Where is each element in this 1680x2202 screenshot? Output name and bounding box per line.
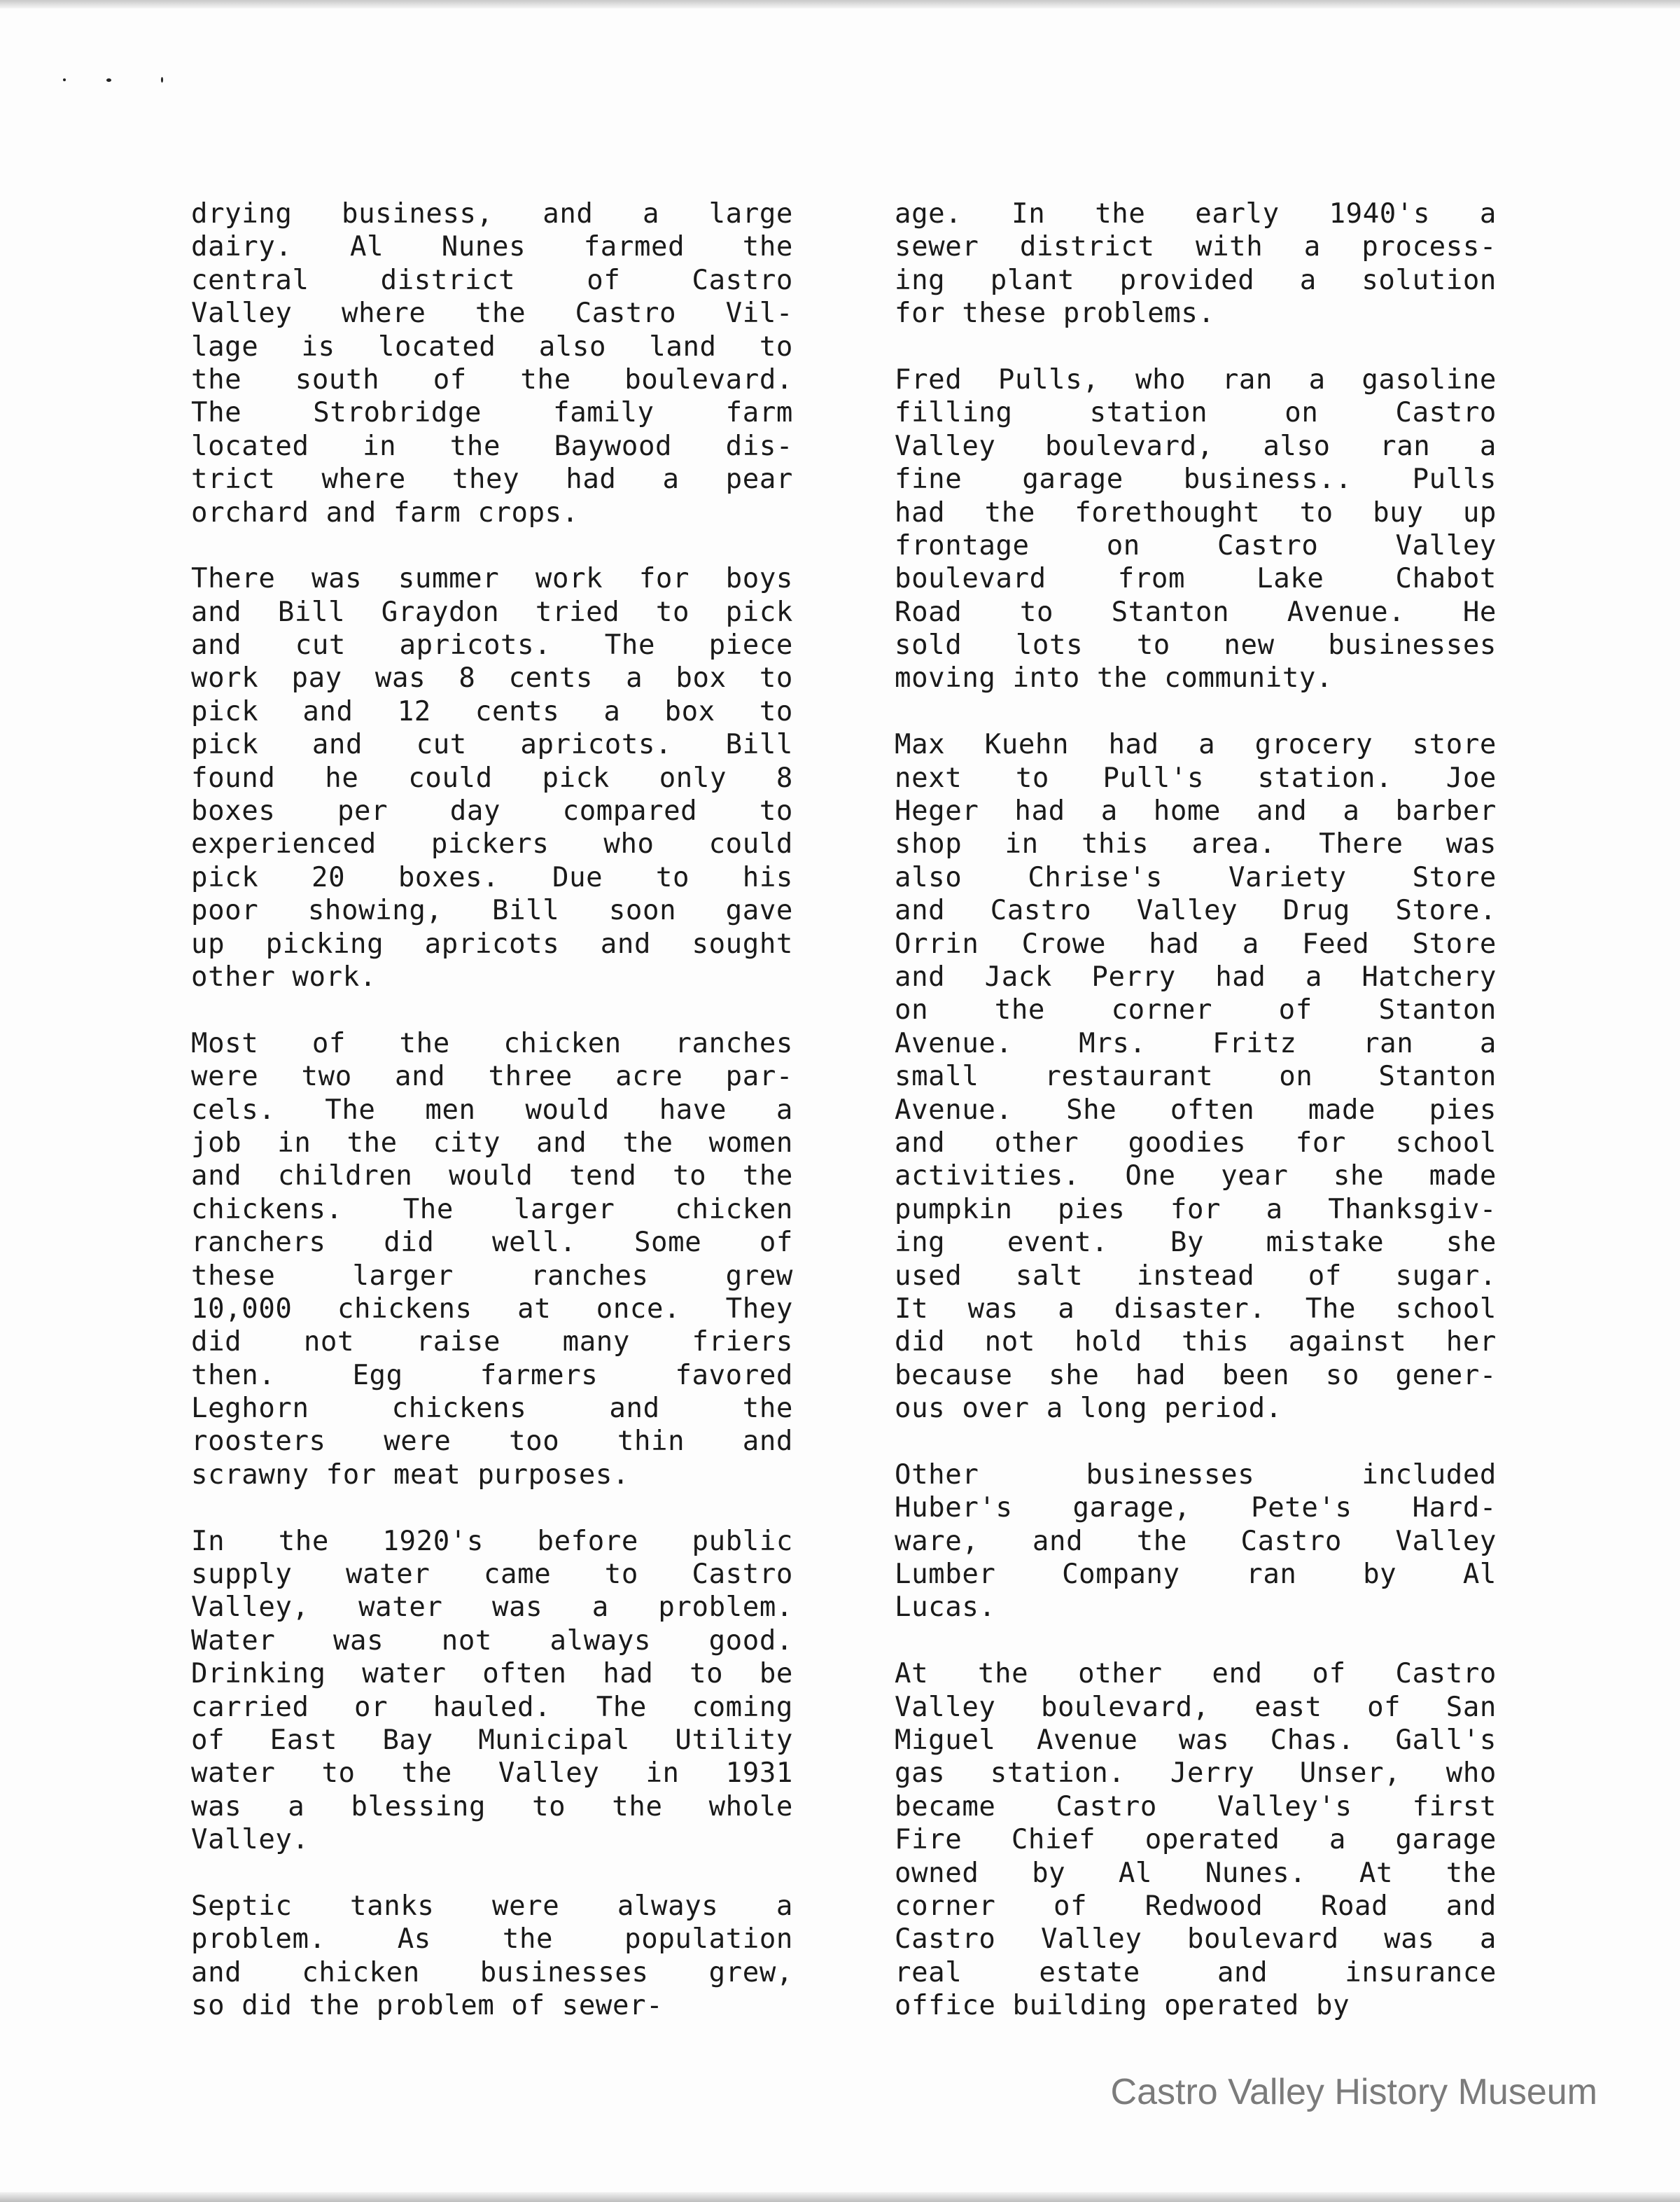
text-line: scrawny for meat purposes. — [191, 1458, 630, 1491]
text-line: next to Pull's station. Joe — [895, 762, 1497, 794]
text-line: did not hold this against her — [895, 1326, 1497, 1358]
left-column — [191, 197, 793, 2022]
text-line: and other goodies for school — [895, 1127, 1497, 1159]
text-line: Avenue. Mrs. Fritz ran a — [895, 1027, 1497, 1059]
text-line: roosters were too thin and — [191, 1426, 793, 1458]
text-line: had the forethought to buy up — [895, 496, 1497, 529]
text-line: small restaurant on Stanton — [895, 1061, 1497, 1093]
text-line: found he could pick only 8 — [191, 762, 793, 794]
text-line: ing plant provided a solution — [895, 264, 1497, 296]
scan-bottom-edge — [0, 2192, 1680, 2202]
text-line: also Chrise's Variety Store — [895, 861, 1497, 893]
text-line: Water was not always good. — [191, 1624, 793, 1657]
text-line: In the 1920's before public — [191, 1525, 793, 1557]
paragraph — [895, 197, 1497, 330]
text-line: the south of the boulevard. — [191, 363, 793, 396]
text-line: lage is located also land to — [191, 330, 793, 363]
text-line: job in the city and the women — [191, 1127, 793, 1159]
text-line: and cut apricots. The piece — [191, 629, 793, 662]
text-line: Drinking water often had to be — [191, 1658, 793, 1690]
text-line: ing event. By mistake she — [895, 1227, 1497, 1259]
text-line: for these problems. — [895, 298, 1215, 330]
text-line: boulevard from Lake Chabot — [895, 563, 1497, 595]
paragraph — [191, 562, 793, 994]
text-line: dairy. Al Nunes farmed the — [191, 231, 793, 263]
paragraph-gap — [191, 529, 793, 562]
text-line: Heger had a home and a barber — [895, 795, 1497, 828]
speck — [106, 78, 111, 82]
text-line: Valley where the Castro Vil- — [191, 298, 793, 330]
text-line: fine garage business.. Pulls — [895, 464, 1497, 496]
text-line: Lucas. — [895, 1591, 996, 1624]
paragraph — [191, 197, 793, 529]
paragraph-gap — [191, 994, 793, 1026]
text-line: shop in this area. There was — [895, 828, 1497, 860]
paragraph-gap — [895, 695, 1497, 728]
text-line: age. In the early 1940's a — [895, 198, 1497, 230]
text-line: Lumber Company ran by Al — [895, 1559, 1497, 1591]
text-line: were two and three acre par- — [191, 1061, 793, 1093]
text-line: supply water came to Castro — [191, 1559, 793, 1591]
scan-top-edge — [0, 0, 1680, 8]
text-line: central district of Castro — [191, 264, 793, 296]
text-line: so did the problem of sewer- — [191, 1990, 664, 2022]
text-line: became Castro Valley's first — [895, 1790, 1497, 1823]
text-line: Fire Chief operated a garage — [895, 1824, 1497, 1856]
text-line: It was a disaster. The school — [895, 1292, 1497, 1325]
text-line: pick and cut apricots. Bill — [191, 729, 793, 761]
museum-watermark: Castro Valley History Museum — [1110, 2072, 1597, 2112]
text-line: pick 20 boxes. Due to his — [191, 861, 793, 893]
speck — [161, 77, 163, 83]
text-line: pick and 12 cents a box to — [191, 695, 793, 727]
text-line: other work. — [191, 961, 377, 993]
text-line: Leghorn chickens and the — [191, 1393, 793, 1425]
text-line: cels. The men would have a — [191, 1094, 793, 1126]
text-line: and Bill Graydon tried to pick — [191, 596, 793, 628]
text-line: owned by Al Nunes. At the — [895, 1857, 1497, 1889]
text-line: There was summer work for boys — [191, 563, 793, 595]
text-line: Avenue. She often made pies — [895, 1094, 1497, 1126]
text-line: ware, and the Castro Valley — [895, 1525, 1497, 1557]
text-line: Miguel Avenue was Chas. Gall's — [895, 1724, 1497, 1756]
text-line: Septic tanks were always a — [191, 1890, 793, 1922]
speck — [63, 78, 66, 81]
text-line: orchard and farm crops. — [191, 496, 579, 529]
text-line: activities. One year she made — [895, 1160, 1497, 1192]
text-line: Valley, water was a problem. — [191, 1591, 793, 1624]
text-line: because she had been so gener- — [895, 1359, 1497, 1391]
text-line: Other businesses included — [895, 1458, 1497, 1491]
text-line: trict where they had a pear — [191, 464, 793, 496]
text-line: pumpkin pies for a Thanksgiv- — [895, 1193, 1497, 1225]
text-line: frontage on Castro Valley — [895, 529, 1497, 562]
text-line: used salt instead of sugar. — [895, 1260, 1497, 1292]
paragraph-gap — [895, 330, 1497, 363]
text-line: ous over a long period. — [895, 1393, 1282, 1425]
text-line: then. Egg farmers favored — [191, 1359, 793, 1391]
paragraph — [895, 363, 1497, 695]
text-line: located in the Baywood dis- — [191, 430, 793, 462]
paragraph — [191, 1890, 793, 2023]
text-line: sewer district with a process- — [895, 231, 1497, 263]
text-line: chickens. The larger chicken — [191, 1193, 793, 1225]
scan-specks — [56, 70, 182, 91]
paragraph-gap — [895, 1425, 1497, 1458]
paragraph-gap — [191, 1491, 793, 1524]
paragraph — [895, 1458, 1497, 1624]
text-line: problem. As the population — [191, 1923, 793, 1956]
text-line: gas station. Jerry Unser, who — [895, 1757, 1497, 1790]
text-line: on the corner of Stanton — [895, 994, 1497, 1026]
text-line: and children would tend to the — [191, 1160, 793, 1192]
text-line: drying business, and a large — [191, 198, 793, 230]
text-line: Most of the chicken ranches — [191, 1027, 793, 1059]
text-line: was a blessing to the whole — [191, 1790, 793, 1823]
text-line: work pay was 8 cents a box to — [191, 662, 793, 695]
text-line: poor showing, Bill soon gave — [191, 895, 793, 927]
text-line: office building operated by — [895, 1990, 1350, 2022]
text-line: filling station on Castro — [895, 397, 1497, 429]
text-line: carried or hauled. The coming — [191, 1691, 793, 1723]
text-line: water to the Valley in 1931 — [191, 1757, 793, 1790]
text-line: Orrin Crowe had a Feed Store — [895, 928, 1497, 960]
text-line: and chicken businesses grew, — [191, 1956, 793, 1988]
text-line: corner of Redwood Road and — [895, 1890, 1497, 1922]
text-line: up picking apricots and sought — [191, 928, 793, 960]
right-column — [895, 197, 1497, 2022]
text-line: boxes per day compared to — [191, 795, 793, 828]
text-line: Road to Stanton Avenue. He — [895, 596, 1497, 628]
text-line: sold lots to new businesses — [895, 629, 1497, 662]
paragraph — [191, 1027, 793, 1491]
text-line: of East Bay Municipal Utility — [191, 1724, 793, 1756]
paragraph — [191, 1525, 793, 1857]
paragraph — [895, 1657, 1497, 2022]
text-line: The Strobridge family farm — [191, 397, 793, 429]
text-line: Valley. — [191, 1824, 309, 1856]
text-line: Max Kuehn had a grocery store — [895, 729, 1497, 761]
text-line: moving into the community. — [895, 662, 1334, 695]
text-line: Huber's garage, Pete's Hard- — [895, 1492, 1497, 1524]
paragraph — [895, 728, 1497, 1425]
text-line: experienced pickers who could — [191, 828, 793, 860]
text-line: 10,000 chickens at once. They — [191, 1292, 793, 1325]
text-line: Fred Pulls, who ran a gasoline — [895, 363, 1497, 396]
text-line: Valley boulevard, east of San — [895, 1691, 1497, 1723]
paragraph-gap — [191, 1857, 793, 1890]
text-line: and Castro Valley Drug Store. — [895, 895, 1497, 927]
text-line: real estate and insurance — [895, 1956, 1497, 1988]
text-line: Castro Valley boulevard was a — [895, 1923, 1497, 1956]
text-line: ranchers did well. Some of — [191, 1227, 793, 1259]
text-line: and Jack Perry had a Hatchery — [895, 961, 1497, 993]
text-line: Valley boulevard, also ran a — [895, 430, 1497, 462]
text-line: these larger ranches grew — [191, 1260, 793, 1292]
text-line: did not raise many friers — [191, 1326, 793, 1358]
text-line: At the other end of Castro — [895, 1658, 1497, 1690]
paragraph-gap — [895, 1624, 1497, 1657]
